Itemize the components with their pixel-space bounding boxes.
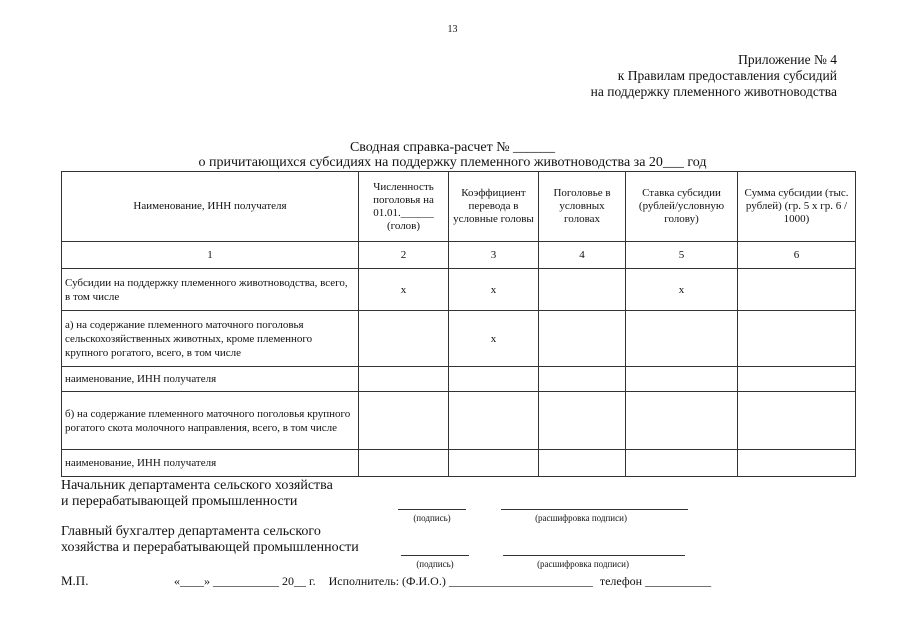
appendix-header: [537, 52, 837, 100]
appendix-line-2: к Правилам предоставления субсидий: [617, 68, 837, 83]
column-number: 5: [626, 242, 738, 269]
table-cell: [359, 367, 449, 392]
table-cell: [449, 392, 539, 450]
row-label: а) на содержание племенного маточного поголовья сельскохозяйственных животных, кроме племенного крупного рогатого, всего, в том числе: [62, 311, 359, 367]
table-row: [62, 450, 856, 477]
header-recipient: Наименование, ИНН получателя: [62, 172, 359, 242]
subsidy-table: [61, 171, 856, 477]
accountant-title-line-2: хозяйства и перерабатывающей промышленности: [61, 540, 359, 555]
accountant-decode-line[interactable]: [503, 555, 685, 556]
date-field[interactable]: «____» ___________ 20__ г.: [174, 574, 316, 588]
document-subtitle: о причитающихся субсидиях на поддержку племенного животноводства за 20___ год: [198, 155, 707, 170]
head-decode-line[interactable]: [501, 509, 688, 510]
accountant-title-line-1: Главный бухгалтер департамента сельского: [61, 524, 321, 539]
header-rate: Ставка субсидии (рублей/условную голову): [626, 172, 738, 242]
table-cell: [449, 367, 539, 392]
executor-field[interactable]: Исполнитель: (Ф.И.О.) ________________________: [328, 574, 593, 588]
row-label: наименование, ИНН получателя: [62, 367, 359, 392]
accountant-signature-line[interactable]: [401, 555, 469, 556]
head-decode-caption: (расшифровка подписи): [535, 513, 627, 523]
table-cell: [738, 450, 856, 477]
table-header-row: [62, 172, 856, 242]
column-number: 1: [62, 242, 359, 269]
head-signature-line[interactable]: [398, 509, 466, 510]
table-cell: [449, 450, 539, 477]
footer: [61, 573, 761, 589]
row-label: наименование, ИНН получателя: [62, 450, 359, 477]
table-cell: x: [359, 269, 449, 311]
stamp-label: М.П.: [61, 573, 89, 588]
table-cell: [359, 450, 449, 477]
table-cell: x: [449, 269, 539, 311]
column-number: 2: [359, 242, 449, 269]
table-cell: x: [449, 311, 539, 367]
table-row: [62, 392, 856, 450]
table-cell: [539, 367, 626, 392]
header-coefficient: Коэффициент перевода в условные головы: [449, 172, 539, 242]
table-cell: [738, 269, 856, 311]
phone-field[interactable]: телефон ___________: [599, 574, 712, 588]
page-number: 13: [447, 24, 458, 35]
table-row: [62, 311, 856, 367]
table-row: [62, 367, 856, 392]
head-title-line-2: и перерабатывающей промышленности: [61, 494, 298, 509]
row-label: б) на содержание племенного маточного поголовья крупного рогатого скота молочного направления, всего, в том числе: [62, 392, 359, 450]
table-cell: [539, 392, 626, 450]
accountant-signature-caption: (подпись): [416, 559, 454, 569]
table-row: [62, 269, 856, 311]
head-title-line-1: Начальник департамента сельского хозяйства: [61, 478, 333, 493]
accountant-decode-caption: (расшифровка подписи): [537, 559, 629, 569]
table-cell: [626, 367, 738, 392]
document-title: Сводная справка-расчет № ______: [349, 140, 556, 155]
table-cell: [738, 367, 856, 392]
table-cell: x: [626, 269, 738, 311]
table-cell: [738, 392, 856, 450]
table-cell: [359, 392, 449, 450]
column-number: 3: [449, 242, 539, 269]
appendix-line-1: Приложение № 4: [738, 52, 837, 67]
column-number: 6: [738, 242, 856, 269]
header-conditional-heads: Поголовье в условных головах: [539, 172, 626, 242]
column-number-row: [62, 242, 856, 269]
column-number: 4: [539, 242, 626, 269]
header-amount: Сумма субсидии (тыс. рублей) (гр. 5 х гр. 6 / 1000): [738, 172, 856, 242]
accountant-signature-title: [61, 524, 359, 556]
table-cell: [626, 450, 738, 477]
header-headcount: Численность поголовья на 01.01.______ (голов): [359, 172, 449, 242]
appendix-line-3: на поддержку племенного животноводства: [590, 84, 837, 99]
table-cell: [738, 311, 856, 367]
row-label: Субсидии на поддержку племенного животноводства, всего, в том числе: [62, 269, 359, 311]
table-cell: [539, 450, 626, 477]
table-cell: [539, 269, 626, 311]
table-cell: [626, 392, 738, 450]
table-cell: [626, 311, 738, 367]
table-cell: [359, 311, 449, 367]
table-cell: [539, 311, 626, 367]
head-signature-caption: (подпись): [413, 513, 451, 523]
head-signature-title: [61, 478, 333, 510]
